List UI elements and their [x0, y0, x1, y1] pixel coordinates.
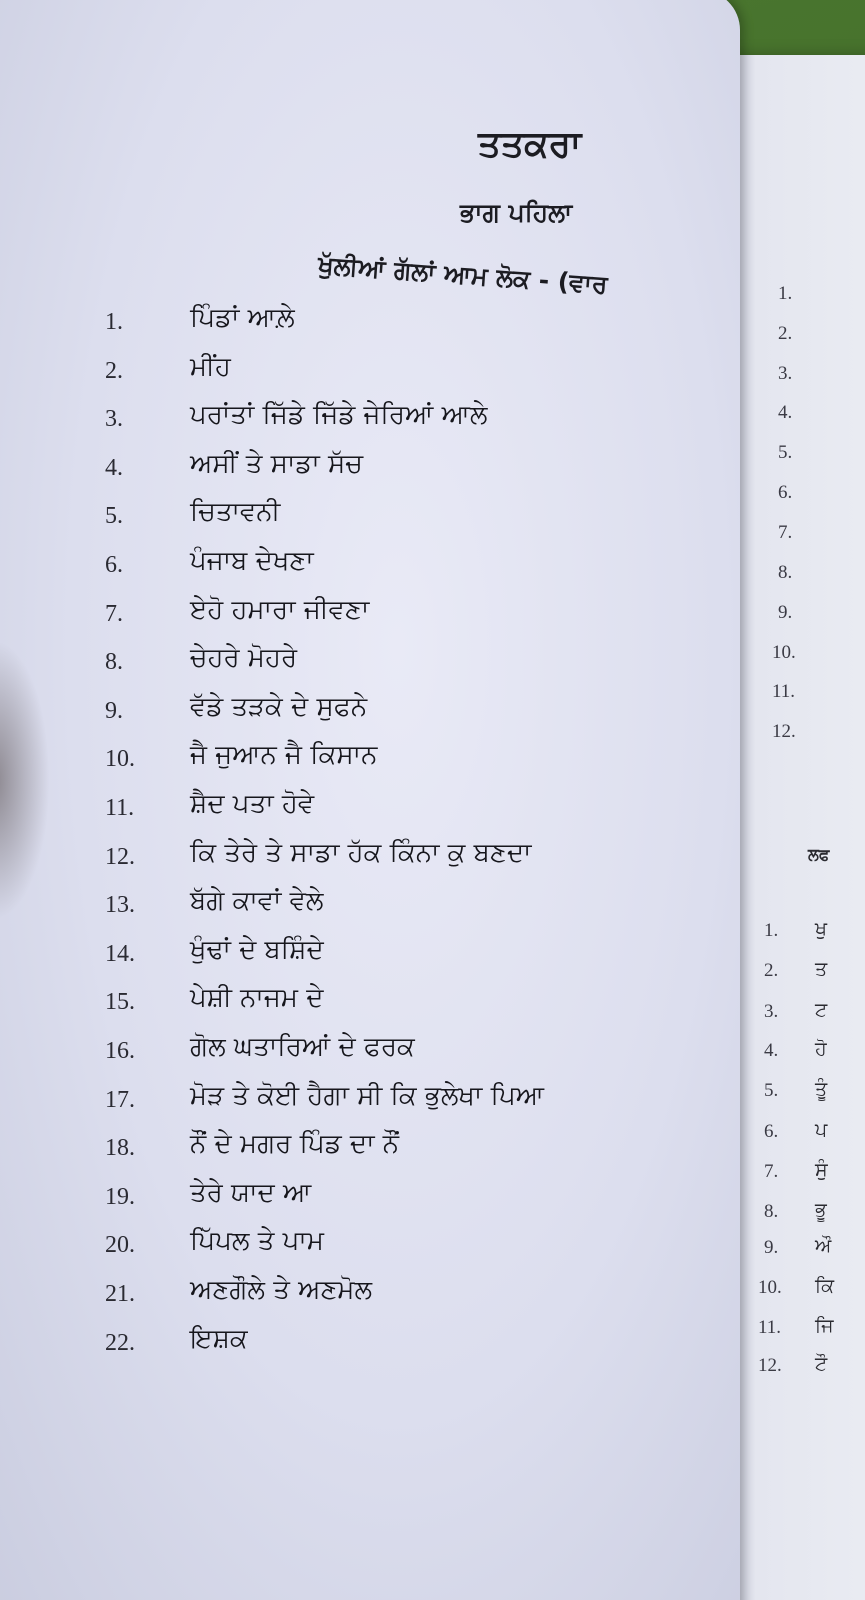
toc-entry-number: 19.	[105, 1183, 135, 1210]
back-page-number: 10.	[772, 642, 796, 663]
toc-entry-title: ਨੌਂ ਦੇ ਮਗਰ ਪਿੰਡ ਦਾ ਨੌਂ	[190, 1129, 400, 1160]
toc-entry-title: ਅਣਗੌਲੇ ਤੇ ਅਣਮੋਲ	[190, 1275, 373, 1305]
toc-entry-number: 16.	[105, 1038, 135, 1064]
toc-entry-title: ਮੀਂਹ	[190, 351, 231, 382]
back-page	[720, 55, 865, 1600]
toc-entry-title: ਪੰਜਾਬ ਦੇਖਣਾ	[190, 546, 314, 576]
back-page-entry-fragment: ਸੁੰ	[815, 1159, 828, 1181]
toc-entry-number: 17.	[105, 1086, 135, 1113]
toc-entry-title: ਤੇਰੇ ਯਾਦ ਆ	[190, 1177, 312, 1208]
toc-entry-title: ਸ਼ੈਦ ਪਤਾ ਹੋਵੇ	[190, 789, 315, 819]
toc-entry-title: ਅਸੀਂ ਤੇ ਸਾਡਾ ਸੱਚ	[190, 448, 363, 479]
toc-entry-number: 15.	[105, 989, 135, 1016]
back-page-number: 9.	[778, 602, 793, 623]
back-page-entry-fragment: ਖੁ	[815, 918, 828, 940]
back-page-number: 8.	[764, 1201, 779, 1222]
toc-entry-number: 12.	[105, 843, 135, 870]
back-page-number: 12.	[772, 721, 796, 742]
back-page-number: 3.	[778, 363, 793, 384]
back-page-number: 11.	[758, 1317, 782, 1338]
back-page-number: 2.	[778, 323, 793, 344]
back-page-number: 10.	[758, 1277, 782, 1298]
toc-entry-number: 20.	[105, 1232, 135, 1259]
back-page-entry-fragment: ਟੌ	[815, 1353, 828, 1375]
toc-entry-number: 22.	[105, 1329, 135, 1356]
toc-entry-title: ਏਹੋ ਹਮਾਰਾ ਜੀਵਣਾ	[190, 594, 370, 625]
back-page-number: 2.	[764, 960, 779, 981]
back-page-number: 8.	[778, 562, 793, 583]
toc-entry-number: 7.	[105, 600, 123, 627]
section-subtitle: ਖੁੱਲੀਆਂ ਗੱਲਾਂ ਆਮ ਲੋਕ - (ਵਾਰ	[317, 250, 609, 300]
back-page-entry-fragment: ਤੂੰ	[815, 1078, 828, 1100]
toc-entry-number: 21.	[105, 1281, 135, 1307]
back-page-number: 11.	[772, 681, 796, 702]
toc-entry-number: 5.	[105, 503, 123, 530]
toc-entry-title: ਪੇਸ਼ੀ ਨਾਜਮ ਦੇ	[190, 983, 324, 1014]
toc-entry-number: 1.	[105, 309, 123, 335]
back-page-number: 6.	[778, 482, 793, 503]
toc-entry-title: ਇਸ਼ਕ	[190, 1323, 248, 1354]
back-page-number: 5.	[764, 1080, 779, 1101]
toc-entry-number: 6.	[105, 552, 123, 578]
toc-entry-number: 4.	[105, 454, 123, 481]
back-page-number: 9.	[764, 1237, 779, 1258]
toc-entry-title: ਚਿਤਾਵਨੀ	[190, 497, 281, 528]
part-heading: ਭਾਗ ਪਹਿਲਾ	[460, 198, 573, 227]
toc-entry-title: ਪਰਾਂਤਾਂ ਜਿੱਡੇ ਜਿੱਡੇ ਜੇਰਿਆਂ ਆਲੇ	[190, 400, 488, 431]
toc-entry-number: 11.	[105, 795, 135, 821]
back-page-number: 6.	[764, 1121, 779, 1142]
toc-entry-number: 8.	[105, 649, 123, 676]
back-page-entry-fragment: ਜਿ	[815, 1315, 834, 1337]
back-page-number: 3.	[764, 1001, 779, 1022]
toc-entry-title: ਪਿੰਡਾਂ ਆਲ਼ੇ	[190, 303, 295, 333]
page-title: ਤਤਕਰਾ	[478, 124, 582, 165]
back-page-number: 5.	[778, 442, 793, 463]
toc-entry-number: 18.	[105, 1135, 135, 1162]
toc-entry-number: 13.	[105, 892, 135, 919]
toc-entry-title: ਚੇਹਰੇ ਮੋਹਰੇ	[190, 643, 298, 674]
toc-entry-title: ਬੱਗੇ ਕਾਵਾਂ ਵੇਲੇ	[190, 886, 324, 917]
toc-entry-title: ਕਿ ਤੇਰੇ ਤੇ ਸਾਡਾ ਹੱਕ ਕਿੰਨਾ ਕੁ ਬਣਦਾ	[190, 837, 532, 868]
back-page-number: 1.	[764, 920, 779, 941]
toc-entry-title: ਜੈ ਜੁਆਨ ਜੈ ਕਿਸਾਨ	[190, 740, 378, 771]
toc-entry-number: 3.	[105, 406, 123, 433]
toc-entry-title: ਮੋੜ ਤੇ ਕੋਈ ਹੈਗਾ ਸੀ ਕਿ ਭੁਲੇਖਾ ਪਿਆ	[190, 1080, 545, 1111]
toc-entry-title: ਵੱਡੇ ਤੜਕੇ ਦੇ ਸੁਫਨੇ	[190, 691, 368, 722]
back-page-entry-fragment: ਪ	[815, 1119, 828, 1141]
toc-entry-title: ਪਿੱਪਲ ਤੇ ਪਾਮ	[190, 1226, 324, 1257]
back-page-number: 7.	[778, 522, 793, 543]
back-page-number: 1.	[778, 283, 793, 304]
back-page-number: 4.	[778, 402, 793, 423]
toc-entry-number: 2.	[105, 357, 123, 384]
toc-entry-number: 9.	[105, 697, 123, 724]
toc-entry-number: 14.	[105, 940, 135, 967]
back-page-heading: ਲਫ	[808, 845, 830, 864]
toc-entry-title: ਗੋਲ ਘਤਾਰਿਆਂ ਦੇ ਫਰਕ	[190, 1032, 415, 1062]
back-page-entry-fragment: ਕਿ	[815, 1275, 835, 1297]
back-page-entry-fragment: ਭੂ	[815, 1199, 827, 1221]
back-page-number: 4.	[764, 1040, 779, 1061]
back-page-entry-fragment: ਔ	[815, 1235, 832, 1257]
back-page-number: 7.	[764, 1161, 779, 1182]
back-page-entry-fragment: ਟ	[815, 999, 828, 1021]
toc-entry-title: ਖੁੰਢਾਂ ਦੇ ਬਸ਼ਿੰਦੇ	[190, 934, 324, 965]
back-page-entry-fragment: ਤ	[815, 958, 828, 980]
back-page-entry-fragment: ਹੋ	[815, 1038, 827, 1060]
toc-entry-number: 10.	[105, 746, 135, 773]
back-page-number: 12.	[758, 1355, 782, 1376]
